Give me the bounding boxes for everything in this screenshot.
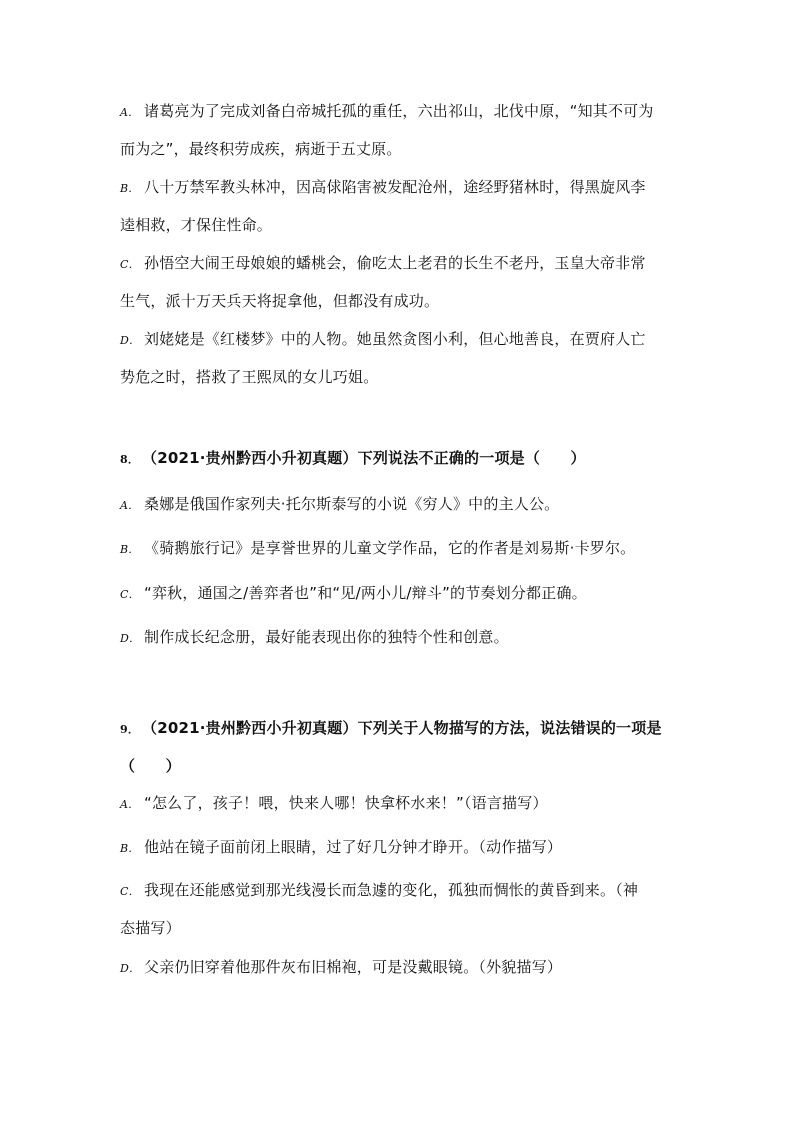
option-line: [120, 131, 675, 167]
q8-option-letter-b: B．: [120, 543, 140, 556]
q9-option-b-text: 他站在镜子面前闭上眼睛，过了好几分钟才睁开。（动作描写）: [144, 838, 563, 856]
q8-option-d: [120, 619, 675, 657]
option-line: [120, 321, 675, 359]
option-text: 刘姥姥是《红楼梦》中的人物。她虽然贪图小利，但心地善良，在贾府人亡: [144, 330, 646, 348]
option-line: [120, 207, 675, 243]
option-line: [120, 283, 675, 319]
option-text: 八十万禁军教头林冲，因高俅陷害被发配沧州，途经野猪林时，得黑旋风李: [144, 178, 646, 196]
q9-option-d: [120, 949, 675, 987]
q8-option-b: [120, 530, 675, 568]
q9-option-letter-c: C．: [120, 885, 140, 898]
option-line: [120, 530, 675, 568]
question-9-stem-line-1: [120, 710, 675, 748]
q8-option-c: [120, 575, 675, 613]
question-8-stem: [120, 440, 675, 478]
option-line: [120, 359, 675, 395]
option-text: 逵相救，才保住性命。: [120, 216, 273, 234]
option-text: 孙悟空大闹王母娘娘的蟠桃会，偷吃太上老君的长生不老丹，玉皇大帝非常: [144, 254, 646, 272]
option-line: [120, 872, 675, 910]
option-text: 势危之时，搭救了王熙凤的女儿巧姐。: [120, 368, 379, 386]
question-8-options: [120, 486, 675, 524]
q9-option-a-text: “怎么了，孩子！喂，快来人哪！快拿杯水来！”（语言描写）: [144, 794, 548, 812]
option-letter-a: A．: [120, 106, 140, 119]
prev-option-c: [120, 245, 675, 319]
question-8-text: （2021·贵州黔西小升初真题）下列说法不正确的一项是（ ）: [142, 449, 586, 467]
option-text: 诸葛亮为了完成刘备白帝城托孤的重任，六出祁山，北伐中原，“知其不可为: [144, 102, 654, 120]
option-line: [120, 785, 675, 823]
q9-option-letter-b: B．: [120, 842, 140, 855]
q9-option-letter-d: D．: [120, 962, 141, 975]
option-text: 生气，派十万天兵天将捉拿他，但都没有成功。: [120, 292, 440, 310]
option-line: [120, 486, 675, 524]
prev-option-b: [120, 169, 675, 243]
question-9: [120, 710, 675, 784]
question-9-number: 9．: [120, 723, 140, 736]
option-line: [120, 949, 675, 987]
q8-option-a-text: 桑娜是俄国作家列夫·托尔斯泰写的小说《穷人》中的主人公。: [144, 495, 560, 513]
option-text: 而为之”，最终积劳成疾，病逝于五丈原。: [120, 140, 402, 158]
option-letter-b: B．: [120, 182, 140, 195]
option-line: [120, 829, 675, 867]
q9-option-c-text: 我现在还能感觉到那光线漫长而急遽的变化，孤独而惆怅的黄昏到来。（神: [144, 881, 639, 899]
q9-option-d-text: 父亲仍旧穿着他那件灰布旧棉袍，可是没戴眼镜。（外貌描写）: [144, 958, 563, 976]
q8-option-c-text: “弈秋，通国之/善弈者也”和“见/两小儿/辩斗”的节奏划分都正确。: [144, 584, 587, 602]
option-line: [120, 910, 675, 946]
option-line: [120, 93, 675, 131]
q8-option-b-text: 《骑鹅旅行记》是享誉世界的儿童文学作品，它的作者是刘易斯·卡罗尔。: [144, 539, 636, 557]
option-line: [120, 245, 675, 283]
q8-option-letter-c: C．: [120, 588, 140, 601]
question-9-stem-line-2: [120, 748, 675, 784]
q8-option-d-text: 制作成长纪念册，最好能表现出你的独特个性和创意。: [144, 628, 509, 646]
question-9-text: （2021·贵州黔西小升初真题）下列关于人物描写的方法，说法错误的一项是: [142, 719, 662, 737]
option-line: [120, 575, 675, 613]
q8-option-letter-a: A．: [120, 499, 140, 512]
option-letter-c: C．: [120, 258, 140, 271]
prev-option-d: [120, 321, 675, 395]
option-letter-d: D．: [120, 334, 141, 347]
prev-question-options: [120, 93, 675, 167]
q9-option-a: [120, 785, 675, 823]
q9-option-b: [120, 829, 675, 867]
q9-option-c: [120, 872, 675, 946]
q9-option-c-text-cont: 态描写）: [120, 919, 181, 937]
option-line: [120, 619, 675, 657]
question-8: [120, 440, 675, 478]
q9-option-letter-a: A．: [120, 798, 140, 811]
question-9-answer-blank: （ ）: [120, 757, 181, 775]
option-line: [120, 169, 675, 207]
q8-option-letter-d: D．: [120, 632, 141, 645]
question-8-number: 8．: [120, 453, 140, 466]
